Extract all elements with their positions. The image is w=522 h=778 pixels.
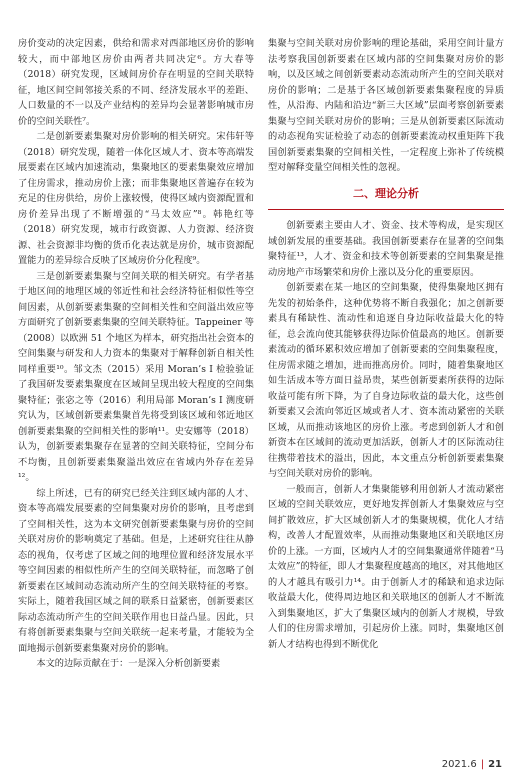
paragraph: 二是创新要素集聚对房价影响的相关研究。宋伟轩等（2018）研究发现，随着一体化区域人才、资本等高端发展要素在区域内加速流动，集聚地区的要素集聚效应增加了住房需求，推动房价上涨；而非集聚地区普遍存在较为充足的住房供给，房价上涨较慢，使得区域内资源配置和房价差异出现了不断增强的“马太效应”⁸。韩艳红等（2018）研究发现，城市行政资源、人力资源、经济资源、社会资源非均衡的货币化表达就是房价，城市资源配置能力的差异综合反映了区域房价分化程度⁹。 <box>18 131 254 266</box>
section-heading: 二、理论分析 <box>353 186 419 200</box>
paragraph: 本文的边际贡献在于：一是深入分析创新要素 <box>36 658 221 669</box>
paragraph: 三是创新要素集聚与空间关联的相关研究。有学者基于地区间的地理区域的邻近性和社会经济特征相似性等空间因素，从创新要素集聚的空间相关性和空间溢出效应等方面研究了创新要素集聚的空间关联特征。Tappeiner 等（2008）以欧洲 51 个地区为样本，研究指出社会资本的空间集聚与研发和人力资本的集聚对于解释创新自相关性同样重要¹⁰。邹文杰（2015）采用 Moran’s I 检验验证了我国研发要素集聚度在区域间呈现出较大程度的空间集聚特征；张宓之等（2016）利用局部 Moran’s I 测度研究认为，区域创新要素集聚首先将受到该区域和邻近地区创新要素集聚的空间相关性的影响¹¹。史安娜等（2018）认为，创新要素集聚存在显著的空间关联特征，空间分布不均衡，且创新要素集聚溢出效应在省域内外存在差异¹²。 <box>18 270 254 483</box>
paragraph: 房价变动的决定因素，供给和需求对西部地区房价的影响较大，而中部地区房价由两者共同决定⁶。方大春等（2018）研究发现，区域间房价存在明显的空间关联特征，地区间空间邻接关系的不同、经济发展水平的差距、人口数量的不一以及产业结构的差异均会显著影响城市房价的空间关联性⁷。 <box>18 38 254 127</box>
section-divider <box>268 209 504 210</box>
left-column <box>18 36 254 748</box>
page-number: 21 <box>488 759 502 770</box>
paragraph: 综上所述，已有的研究已经关注到区域内部的人才、资本等高端发展要素的空间集聚对房价的影响，且考虑到了空间相关性，这为本文研究创新要素集聚与房价的空间关联对房价的影响奠定了基础。但是，上述研究往往从静态的视角，仅考虑了区域之间的地理位置和经济发展水平等空间因素的相似性所产生的空间关联特征，而忽略了创新要素在区域间动态流动所产生的空间关联特征的考察。实际上，随着我国区域之间的联系日益紧密，创新要素区际动态流动所产生的空间关联作用也日益凸显。因此，只有将创新要素集聚与空间关联统一起来考量，才能较为全面地揭示创新要素集聚对房价的影响。 <box>18 487 254 654</box>
footer-separator: | <box>480 759 485 770</box>
paragraph: 集聚与空间关联对房价影响的理论基础，采用空间计量方法考察我国创新要素在区域内部的空间集聚对房价的影响，以及区域之间创新要素动态流动所产生的空间关联对房价的影响；二是基于各区域创新要素集聚程度的异质性，从沿海、内陆和沿边“新三大区域”层面考察创新要素集聚与空间关联对房价的影响；三是从创新要素区际流动的动态视角实证检验了动态的创新要素流动权重矩阵下我国创新要素集聚的空间相关性，一定程度上弥补了传统模型对解释变量空间相关性的忽视。 <box>268 38 504 173</box>
right-column <box>268 36 504 748</box>
paragraph: 创新要素主要由人才、资金、技术等构成，是实现区域创新发展的重要基础。我国创新要素存在显著的空间集聚特征¹³，人才、资金和技术等创新要素的空间集聚是推动房地产市场繁荣和房价上涨以及分化的重要原因。 <box>268 220 504 278</box>
paragraph: 一般而言，创新人才集聚能够利用创新人才流动紧密区域的空间关联效应，更好地发挥创新人才集聚效应与空间扩散效应，扩大区域创新人才的集聚规模，优化人才结构，改善人才配置效率，从而推动集聚地区和关联地区房价的上涨。一方面，区域内人才的空间集聚通常伴随着“马太效应”的特征，即人才集聚程度越高的地区，对其他地区的人才越具有吸引力¹⁴。由于创新人才的稀缺和追求边际收益最大化，使得周边地区和关联地区的创新人才不断流入到集聚地区，扩大了集聚区域内的创新人才规模，导致人们的住房需求增加，引起房价上涨。同时，集聚地区创新人才结构也得到不断优化 <box>268 483 504 650</box>
paragraph: 创新要素在某一地区的空间集聚，使得集聚地区拥有先发的初始条件，这种优势将不断自我强化；加之创新要素具有稀缺性、流动性和追逐自身边际收益最大化的特征，总会流向使其能够获得边际价值最高的地区。创新要素流动的循环累积效应增加了创新要素的空间集聚程度，住房需求随之增加，进而推高房价。同时，随着集聚地区如生活成本等方面日益昂贵，某些创新要素所获得的边际收益可能有所下降，为了自身边际收益的最大化，这些创新要素又会流向邻近区域或者人才、资本流动紧密的关联区域，从而推动该地区的房价上涨。考虑到创新人才和创新资本在区域间的流动更加活跃，创新人才的区际流动往往携带着技术的溢出，因此，本文重点分析创新要素集聚与空间关联对房价的影响。 <box>268 282 504 479</box>
page-footer <box>442 759 502 770</box>
issue-number: 2021.6 <box>441 759 477 770</box>
